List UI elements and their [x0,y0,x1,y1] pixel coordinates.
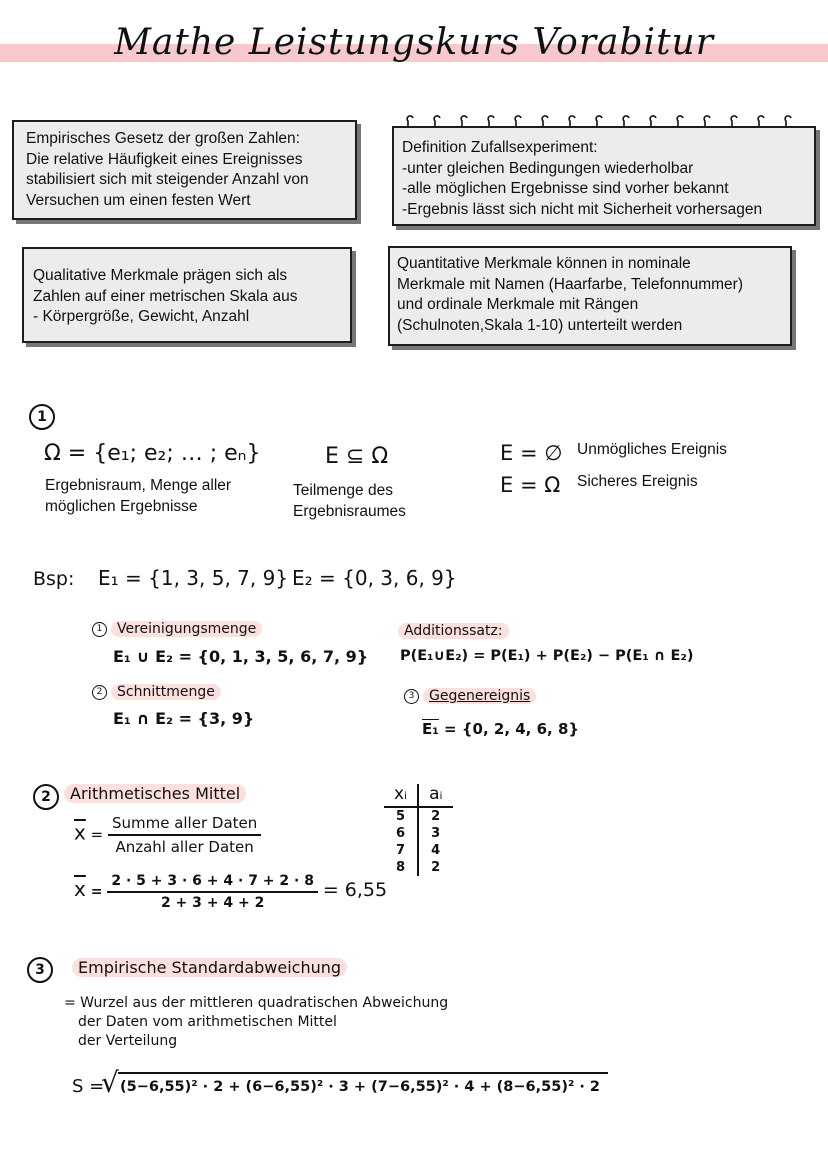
std-desc-line: der Verteilung [78,1033,178,1049]
box-line: Die relative Häufigkeit eines Ereignisses [26,150,303,168]
complement-heading [404,688,536,704]
union-title: Vereinigungsmenge [111,621,262,637]
box-line: Definition Zufallsexperiment: [402,139,598,156]
table-cell: 4 [431,843,441,858]
subset-description [293,481,406,522]
box-line: Qualitative Merkmale prägen sich als [33,267,288,284]
box-line: - Körpergröße, Gewicht, Anzahl [33,308,250,325]
example-label: Bsp: [33,568,75,590]
table-cell: 5 [384,807,418,825]
table-cell: 7 [384,842,418,859]
page-title: Mathe Leistungskurs Vorabitur [114,22,714,63]
table-header: aᵢ [418,784,452,807]
std-desc-line: = Wurzel aus der mittleren quadratischen Abweichung [64,995,449,1011]
std-label: S = [72,1076,105,1097]
complement-title: Gegenereignis [423,688,536,704]
mean-fraction-numerator: Summe aller Daten [108,814,261,836]
addition-title: Additionssatz: [398,623,509,639]
table-row [384,859,453,876]
mean-fraction [108,814,261,856]
omega-desc-line: Ergebnisraum, Menge aller [45,477,232,494]
section3-heading [72,958,347,977]
certain-event-formula: E = Ω [500,473,561,497]
mean-calc-denominator: 2 + 3 + 4 + 2 [160,895,265,911]
omega-description [45,476,231,517]
box-qualitative-merkmale [22,247,352,343]
complement-number: 3 [404,689,419,704]
table-row [384,825,453,842]
table-row [384,807,453,825]
table-cell: 2 [431,860,441,875]
box-line: (Schulnoten,Skala 1-10) unterteilt werden [397,316,683,334]
intersection-number: 2 [92,685,107,700]
addition-formula: P(E₁∪E₂) = P(E₁) + P(E₂) − P(E₁ ∩ E₂) [400,648,694,664]
box-gesetz-grosse-zahlen [12,120,357,220]
union-heading [92,621,262,637]
mean-result: = 6,55 [322,879,388,901]
subset-formula: E ⊆ Ω [325,444,389,469]
box-line: Quantitative Merkmale können in nominale [397,255,691,272]
sqrt-bar [118,1072,608,1074]
box-line: und ordinale Merkmale mit Rängen [397,296,639,313]
mean-calc-fraction [107,873,318,911]
box-line: -alle möglichen Ergebnisse sind vorher bekannt [402,180,729,197]
intersection-formula: E₁ ∩ E₂ = {3, 9} [113,709,255,728]
addition-heading [398,623,509,639]
box-line: Zahlen auf einer metrischen Skala aus [33,287,298,305]
box-line: Merkmale mit Namen (Haarfarbe, Telefonnummer) [397,275,743,293]
complement-lhs: E₁ [422,720,439,738]
table-cell: 2 [431,809,441,824]
section2-title: Arithmetisches Mittel [64,784,246,803]
box-line: Empirisches Gesetz der großen Zahlen: [26,130,300,147]
table-header-row [384,784,453,807]
table-header: xᵢ [384,784,418,807]
table-cell: 8 [384,859,418,876]
omega-formula: Ω = {e₁; e₂; … ; eₙ} [44,441,261,466]
union-number: 1 [92,622,107,637]
box-zufallsexperiment [392,126,816,226]
omega-desc-line: möglichen Ergebnisse [45,497,198,515]
xbar-symbol: $\overline{x}$ [74,820,86,845]
table-cell: 6 [384,825,418,842]
section-number-1: 1 [29,404,55,430]
subset-desc-line: Ergebnisraumes [293,502,406,520]
box-line: Versuchen um einen festen Wert [26,191,251,209]
std-formula: (5−6,55)² · 2 + (6−6,55)² · 3 + (7−6,55)² · 4 + (8−6,55)² · 2 [120,1079,600,1095]
mean-calculation: $\overline{x}$ = $\frac{2 \cdot 5 + 3 \cdot 6 + 4 \cdot 7 + 2 \cdot 8}{2 + 3 + 4 + 2}$ = 6,55 [74,873,388,911]
table-row [384,842,453,859]
table-cell: 3 [431,826,441,841]
mean-fraction-denominator: Anzahl aller Daten [115,838,254,856]
box-line: -unter gleichen Bedingungen wiederholbar [402,159,694,177]
set-e2: E₂ = {0, 3, 6, 9} [292,566,457,590]
certain-event-label: Sicheres Ereignis [577,473,698,490]
std-description [64,994,448,1051]
intersection-heading [92,684,221,700]
intersection-title: Schnittmenge [111,684,221,700]
box-line: -Ergebnis lässt sich nicht mit Sicherheit vorhersagen [402,200,763,218]
complement-formula [422,720,579,738]
impossible-event-formula: E = ∅ [500,441,563,465]
section-number-2: 2 [33,784,59,810]
sqrt-sign-icon: √ [101,1066,119,1099]
mean-definition: $\overline{x}$ = $\frac{\text{Summe aller Daten}}{\text{Anzahl aller Daten}}$ [74,814,261,856]
frequency-table [384,784,453,876]
subset-desc-line: Teilmenge des [293,482,393,499]
impossible-event-label: Unmögliches Ereignis [577,441,727,458]
section-number-3: 3 [27,957,53,983]
box-quantitative-merkmale [388,246,792,346]
section2-heading [64,784,246,803]
mean-calc-numerator: 2 · 5 + 3 · 6 + 4 · 7 + 2 · 8 [107,873,318,893]
xbar-symbol: $\overline{x}$ [74,877,86,901]
section3-title: Empirische Standardabweichung [72,958,347,977]
std-desc-line: der Daten vom arithmetischen Mittel [78,1014,337,1030]
union-formula: E₁ ∪ E₂ = {0, 1, 3, 5, 6, 7, 9} [113,647,369,666]
set-e1: E₁ = {1, 3, 5, 7, 9} [98,566,289,590]
complement-rhs: = {0, 2, 4, 6, 8} [438,720,580,738]
box-line: stabilisiert sich mit steigender Anzahl von [26,171,309,188]
